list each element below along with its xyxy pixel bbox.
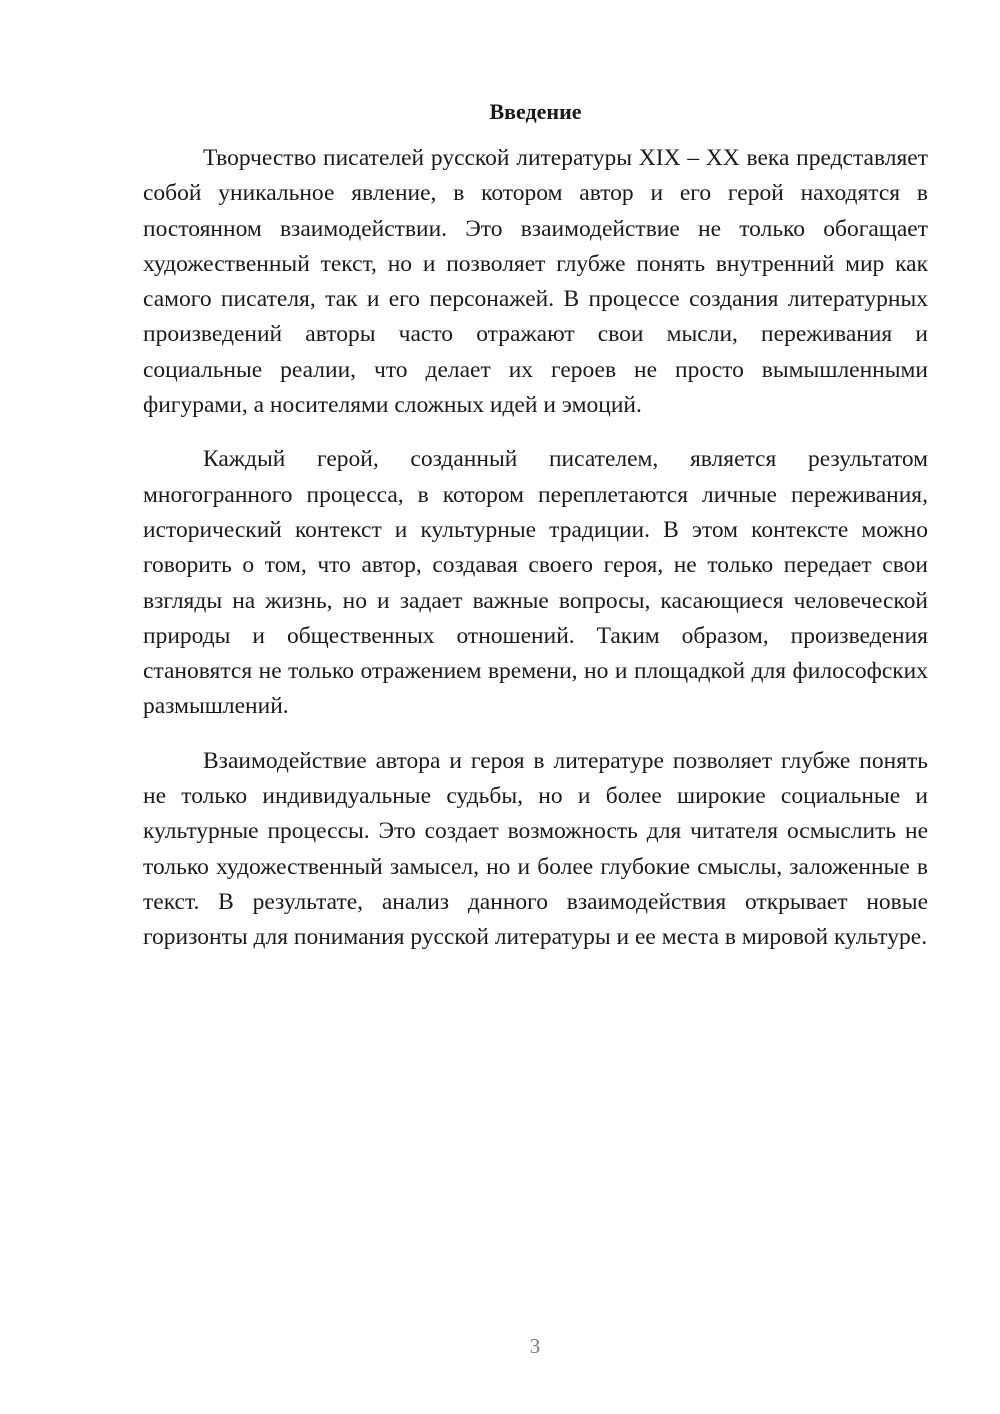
paragraph-3: Взаимодействие автора и героя в литературе позволяет глубже понять не только индивидуальные судьбы, но и более широкие социальные и культурные процессы. Это создает возможность для читателя осмыслить не только художественный замысел, но и более глубокие смыслы, заложенные в текст. В результате, анализ данного взаимодействия открывает новые горизонты для понимания русской литературы и ее места в мировой культуре. xyxy=(143,747,928,951)
paragraph-1: Творчество писателей русской литературы XIX – XX века представляет собой уникальное явление, в котором автор и его герой находятся в постоянном взаимодействии. Это взаимодействие не только обогащает художественный текст, но и позволяет глубже понять внутренний мир как самого писателя, так и его персонажей. В процессе создания литературных произведений авторы часто отражают свои мысли, переживания и социальные реалии, что делает их героев не просто вымышленными фигурами, а носителями сложных идей и эмоций. xyxy=(143,145,928,419)
page-title: Введение xyxy=(489,99,582,124)
body-text xyxy=(143,141,928,975)
page-number: 3 xyxy=(529,1334,541,1358)
paragraph-2: Каждый герой, созданный писателем, является результатом многогранного процесса, в котором переплетаются личные переживания, исторический контекст и культурные традиции. В этом контексте можно говорить о том, что автор, создавая своего героя, не только передает свои взгляды на жизнь, но и задает важные вопросы, касающиеся человеческой природы и общественных отношений. Таким образом, произведения становятся не только отражением времени, но и площадкой для философских размышлений. xyxy=(143,446,928,720)
